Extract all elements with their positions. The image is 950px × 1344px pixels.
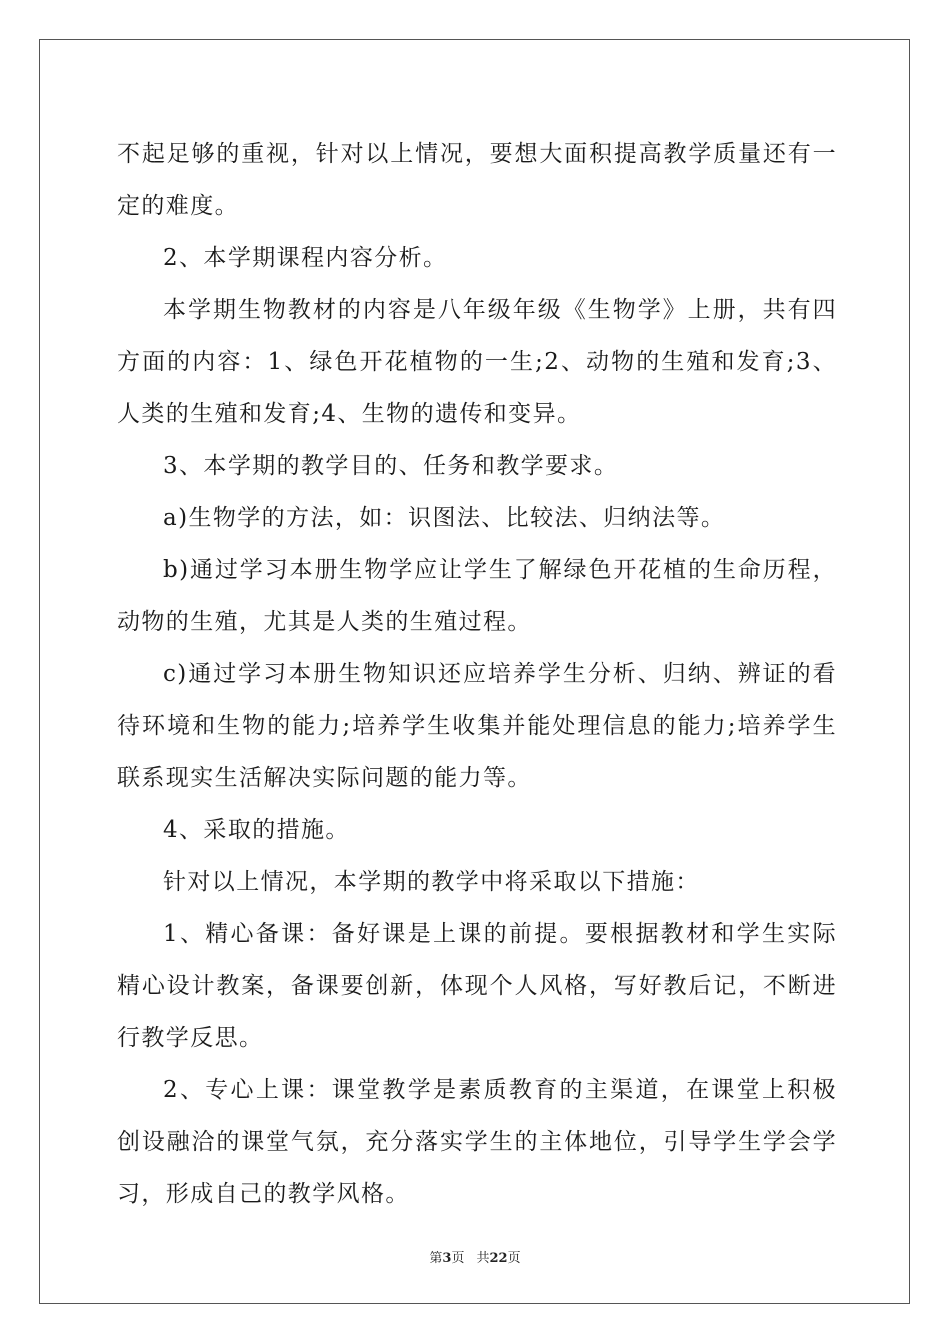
total-suffix: 页 bbox=[507, 1251, 521, 1266]
section-heading: 3、本学期的教学目的、任务和教学要求。 bbox=[163, 453, 619, 479]
page-prefix: 第 bbox=[429, 1251, 443, 1266]
document-body bbox=[117, 128, 837, 1220]
paragraph: 本学期生物教材的内容是八年级年级《生物学》上册，共有四方面的内容：1、绿色开花植物的一生;2、动物的生殖和发育;3、人类的生殖和发育;4、生物的遗传和变异。 bbox=[117, 297, 837, 427]
paragraph: b)通过学习本册生物学应让学生了解绿色开花植的生命历程，动物的生殖，尤其是人类的生殖过程。 bbox=[117, 557, 837, 635]
page-suffix: 页 bbox=[451, 1251, 465, 1266]
paragraph: 1、精心备课：备好课是上课的前提。要根据教材和学生实际精心设计教案，备课要创新，体现个人风格，写好教后记，不断进行教学反思。 bbox=[117, 921, 837, 1051]
paragraph: c)通过学习本册生物知识还应培养学生分析、归纳、辨证的看待环境和生物的能力;培养学生收集并能处理信息的能力;培养学生联系现实生活解决实际问题的能力等。 bbox=[117, 661, 837, 791]
section-heading: 4、采取的措施。 bbox=[163, 817, 350, 843]
paragraph: 2、专心上课：课堂教学是素质教育的主渠道，在课堂上积极创设融洽的课堂气氛，充分落实学生的主体地位，引导学生学会学习，形成自己的教学风格。 bbox=[117, 1077, 837, 1207]
page-number: 3 bbox=[442, 1251, 452, 1266]
total-prefix: 共 bbox=[476, 1251, 490, 1266]
page-footer bbox=[0, 1247, 950, 1266]
section-heading: 2、本学期课程内容分析。 bbox=[163, 245, 448, 271]
paragraph: 不起足够的重视，针对以上情况，要想大面积提高教学质量还有一定的难度。 bbox=[117, 141, 837, 219]
paragraph: 针对以上情况，本学期的教学中将采取以下措施： bbox=[163, 869, 700, 895]
total-pages: 22 bbox=[489, 1251, 508, 1266]
paragraph: a)生物学的方法，如：识图法、比较法、归纳法等。 bbox=[163, 505, 726, 531]
